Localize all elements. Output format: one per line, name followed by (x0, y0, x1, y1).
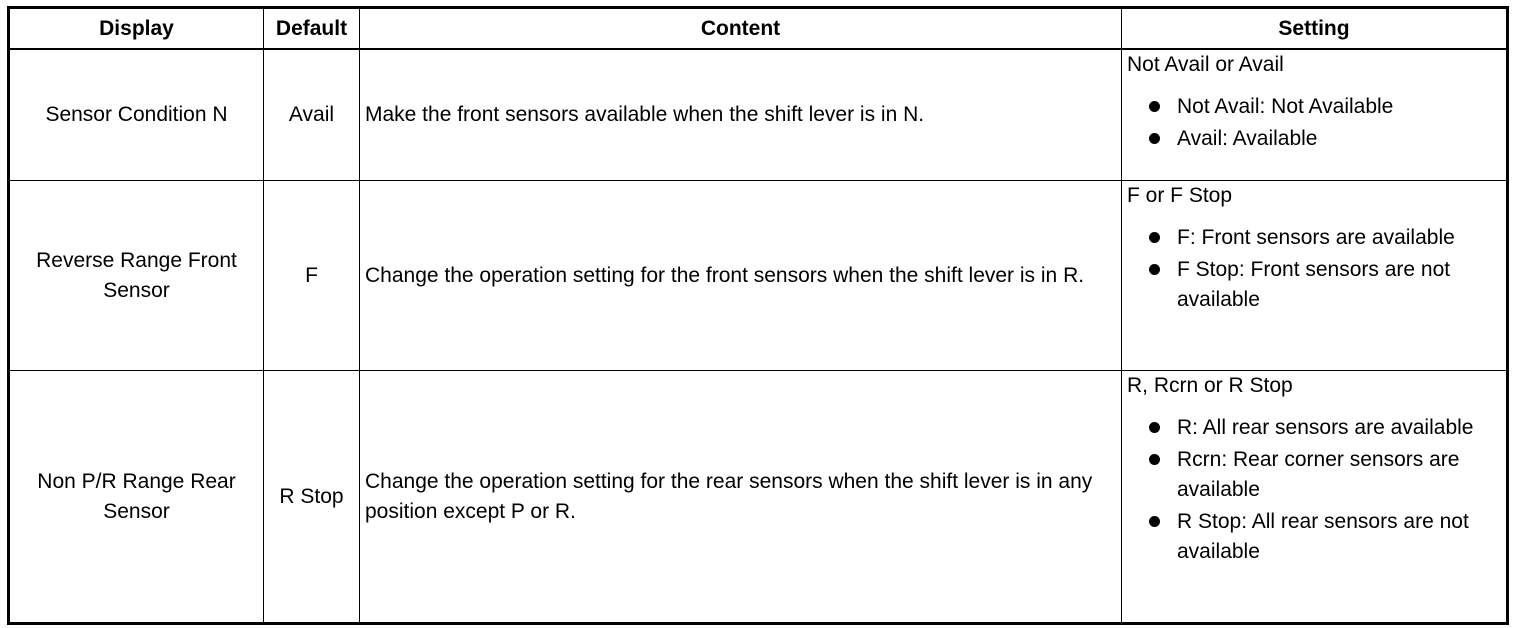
setting-option (1127, 255, 1501, 315)
display-cell: Non P/R Range Rear Sensor (9, 371, 264, 624)
bullet-icon (1149, 101, 1160, 112)
setting-option (1127, 507, 1501, 567)
table-row (9, 181, 1508, 371)
setting-option (1127, 92, 1501, 122)
setting-options (1127, 223, 1501, 315)
setting-title: F or F Stop (1127, 184, 1233, 207)
table-row (9, 371, 1508, 624)
header-setting: Setting (1122, 8, 1508, 50)
setting-option-text: F Stop: Front sensors are not available (1177, 258, 1451, 311)
header-row (9, 8, 1508, 50)
setting-option-text: R Stop: All rear sensors are not available (1177, 510, 1469, 563)
table-row (9, 49, 1508, 181)
bullet-icon (1149, 422, 1160, 433)
header-content: Content (360, 8, 1122, 50)
setting-option-text: Not Avail: Not Available (1177, 95, 1394, 118)
header-display: Display (9, 8, 264, 50)
setting-option (1127, 445, 1501, 505)
setting-option-text: F: Front sensors are available (1177, 226, 1455, 249)
content-cell: Change the operation setting for the rear sensors when the shift lever is in any position except P or R. (360, 371, 1122, 624)
setting-option (1127, 413, 1501, 443)
setting-option-text: Rcrn: Rear corner sensors are available (1177, 448, 1460, 501)
display-cell: Reverse Range Front Sensor (9, 181, 264, 371)
setting-cell (1122, 181, 1508, 371)
bullet-icon (1149, 454, 1160, 465)
setting-title: R, Rcrn or R Stop (1127, 374, 1293, 397)
content-cell: Change the operation setting for the front sensors when the shift lever is in R. (360, 181, 1122, 371)
setting-title: Not Avail or Avail (1127, 53, 1284, 76)
bullet-icon (1149, 133, 1160, 144)
default-cell: R Stop (264, 371, 360, 624)
setting-cell (1122, 49, 1508, 181)
settings-table (7, 6, 1509, 625)
setting-options (1127, 92, 1501, 154)
setting-option (1127, 223, 1501, 253)
header-default: Default (264, 8, 360, 50)
default-cell: Avail (264, 49, 360, 181)
setting-option (1127, 124, 1501, 154)
content-cell: Make the front sensors available when the shift lever is in N. (360, 49, 1122, 181)
setting-cell (1122, 371, 1508, 624)
bullet-icon (1149, 516, 1160, 527)
bullet-icon (1149, 264, 1160, 275)
display-cell: Sensor Condition N (9, 49, 264, 181)
default-cell: F (264, 181, 360, 371)
bullet-icon (1149, 232, 1160, 243)
setting-options (1127, 413, 1501, 567)
setting-option-text: Avail: Available (1177, 127, 1318, 150)
setting-option-text: R: All rear sensors are available (1177, 416, 1474, 439)
